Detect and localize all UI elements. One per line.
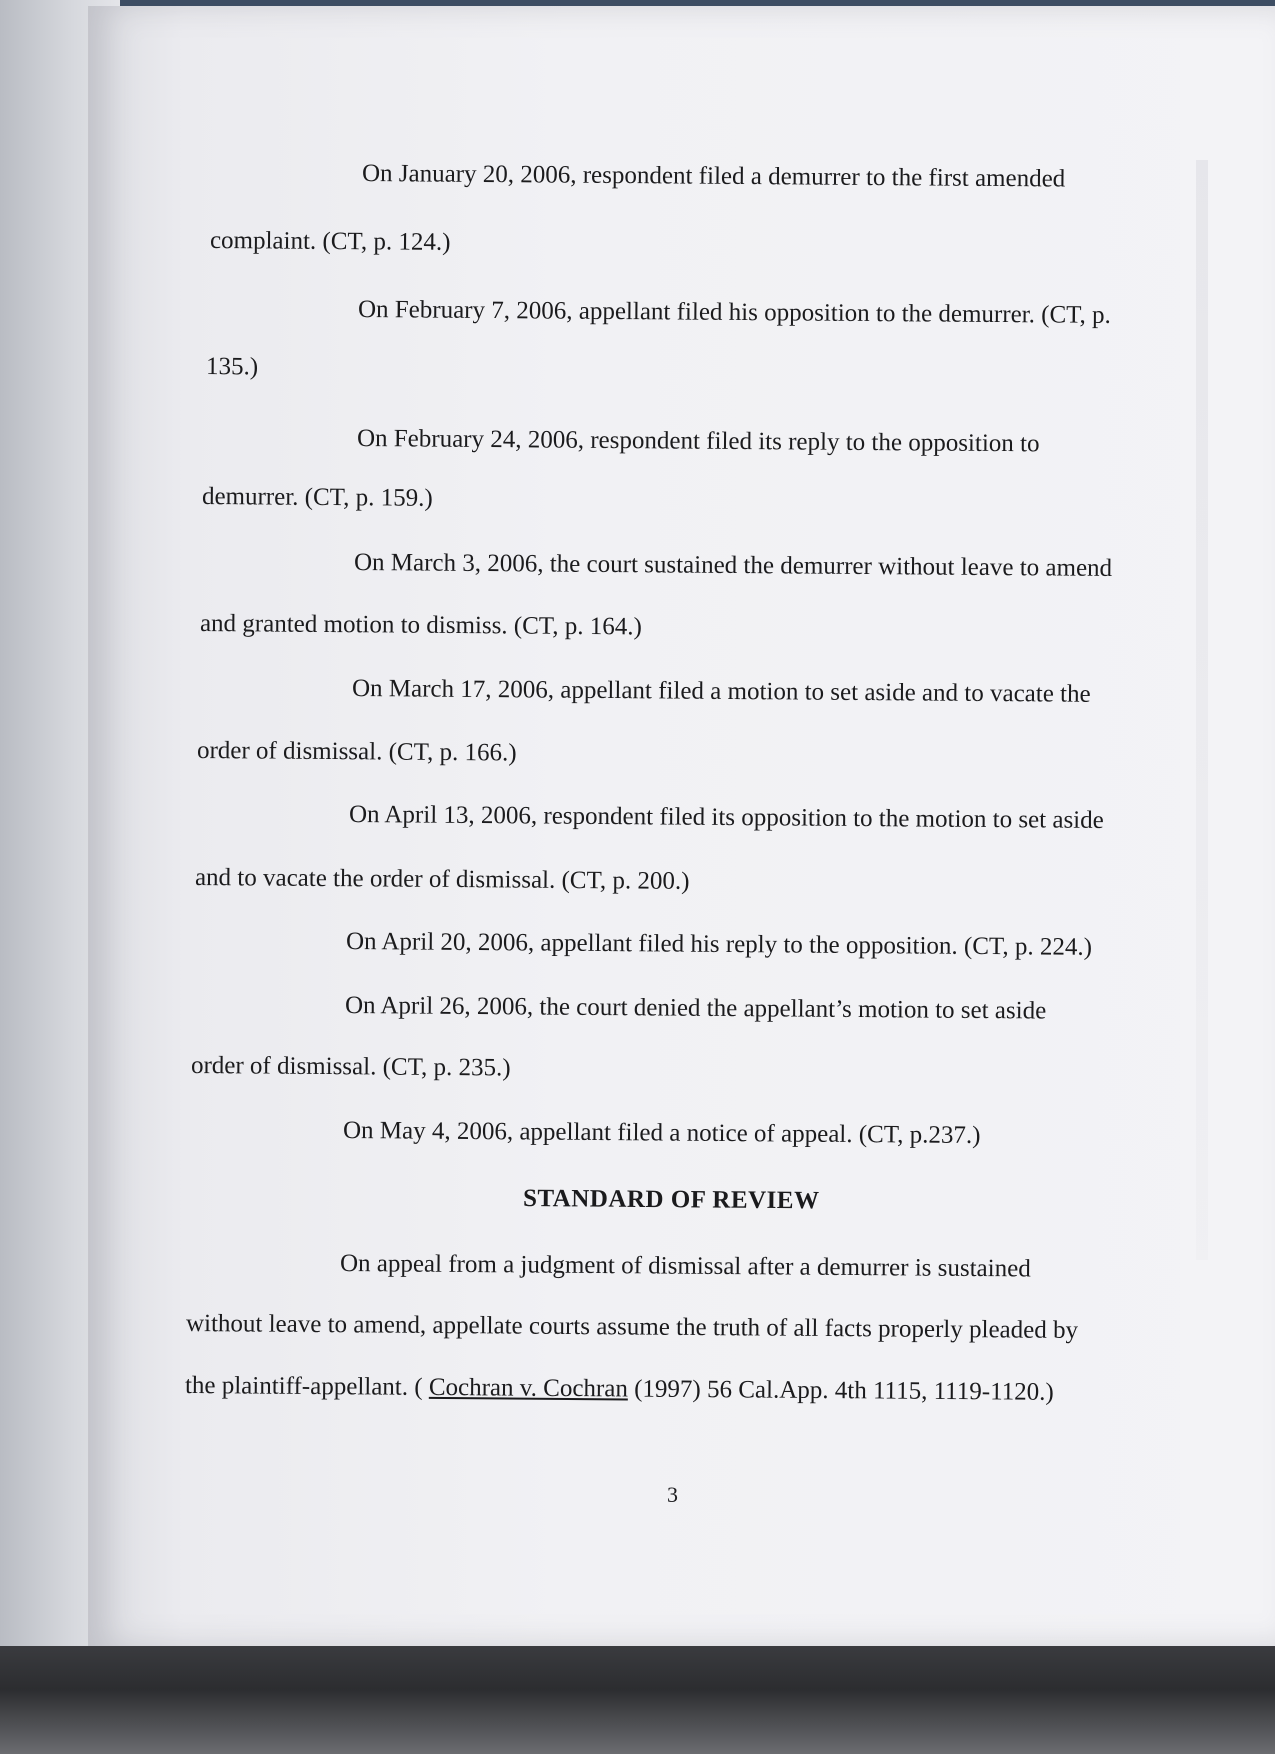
- line-apr-26: On April 26, 2006, the court denied the appellant’s motion to set aside: [344, 992, 1047, 1025]
- line-mar-17: On March 17, 2006, appellant filed a motion to set aside and to vacate the: [351, 675, 1091, 708]
- line-apr-13: On April 13, 2006, respondent filed its opposition to the motion to set aside: [348, 801, 1104, 834]
- review-line-1: On appeal from a judgment of dismissal after a demurrer is sustained: [339, 1250, 1031, 1283]
- line-granted-motion: and granted motion to dismiss. (CT, p. 164.): [199, 610, 642, 641]
- section-heading: STANDARD OF REVIEW: [522, 1185, 820, 1215]
- scan-bottom-edge: [0, 1646, 1275, 1754]
- line-vacate-order: and to vacate the order of dismissal. (CT, p. 200.): [194, 864, 690, 895]
- line-complaint-ct: complaint. (CT, p. 124.): [209, 227, 451, 256]
- line-demurrer-ct: demurrer. (CT, p. 159.): [201, 483, 433, 512]
- line-order-235: order of dismissal. (CT, p. 235.): [190, 1052, 511, 1082]
- line-mar-3: On March 3, 2006, the court sustained the demurrer without leave to amend: [353, 549, 1113, 582]
- page-number: 3: [667, 1482, 678, 1507]
- bleed-through-shadow: [1196, 160, 1208, 1260]
- case-name: Cochran v. Cochran: [428, 1373, 629, 1403]
- line-jan-20: On January 20, 2006, respondent filed a demurrer to the first amended: [361, 160, 1066, 193]
- line-feb-7: On February 7, 2006, appellant filed his opposition to the demurrer. (CT, p.: [357, 296, 1111, 329]
- citation-prefix: the plaintiff-appellant. (: [184, 1372, 430, 1401]
- line-feb-24: On February 24, 2006, respondent filed its reply to the opposition to: [356, 425, 1040, 458]
- line-may-4: On May 4, 2006, appellant filed a notice of appeal. (CT, p.237.): [342, 1117, 981, 1150]
- line-135: 135.): [205, 353, 259, 381]
- line-apr-20: On April 20, 2006, appellant filed his reply to the opposition. (CT, p. 224.): [345, 928, 1093, 961]
- line-order-dismissal: order of dismissal. (CT, p. 166.): [196, 737, 517, 767]
- review-line-2: without leave to amend, appellate courts assume the truth of all facts properly pleaded by: [185, 1310, 1079, 1345]
- citation-suffix: (1997) 56 Cal.App. 4th 1115, 1119-1120.): [627, 1375, 1054, 1406]
